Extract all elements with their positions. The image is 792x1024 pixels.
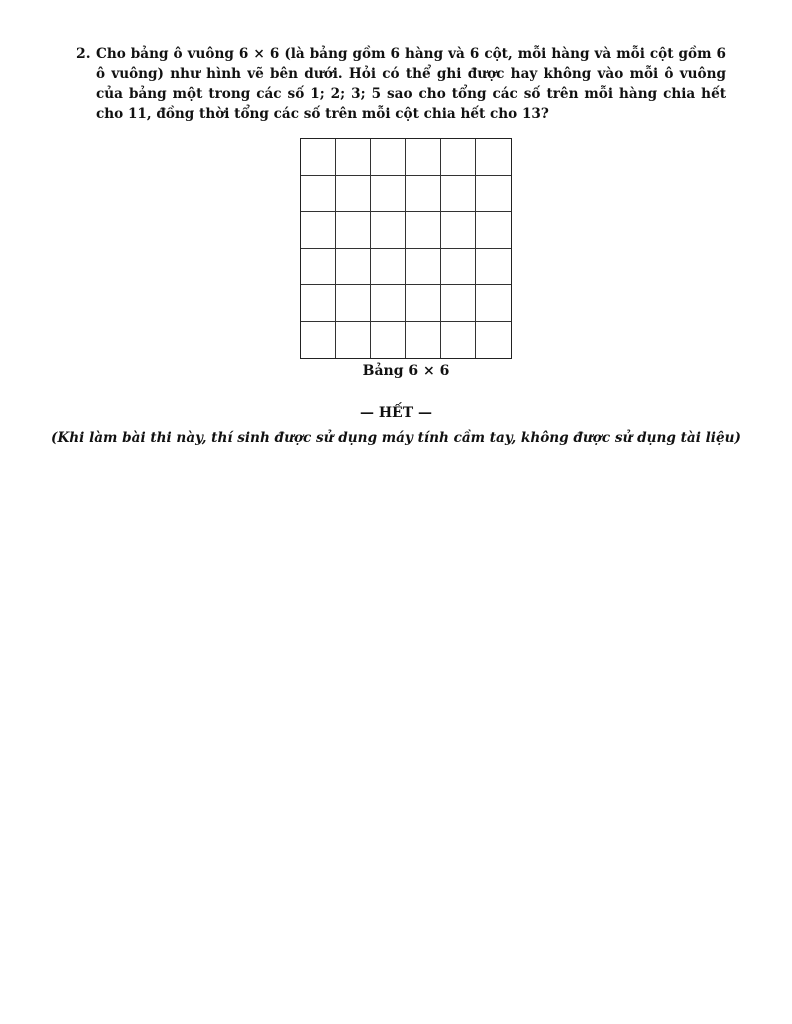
- grid-cell-r3-c4: [406, 212, 441, 249]
- grid-cell-r4-c5: [441, 249, 476, 286]
- grid-cell-r4-c4: [406, 249, 441, 286]
- grid-cell-r5-c2: [336, 285, 371, 322]
- grid-cell-r1-c5: [441, 139, 476, 176]
- empty-grid: [300, 138, 512, 359]
- grid-cell-r4-c1: [301, 249, 336, 286]
- grid-cell-r2-c1: [301, 176, 336, 213]
- grid-cell-r3-c2: [336, 212, 371, 249]
- grid-cell-r1-c2: [336, 139, 371, 176]
- grid-cell-r6-c4: [406, 322, 441, 359]
- problem-statement: Cho bảng ô vuông 6 × 6 (là bảng gồm 6 hàng và 6 cột, mỗi hàng và mỗi cột gồm 6 ô vuông) như hình vẽ bên dưới. Hỏi có thể ghi được hay không vào mỗi ô vuông của bảng một trong các số 1; 2; 3; 5 sao cho tổng các số trên mỗi hàng chia hết cho 11, đồng thời tổng các số trên mỗi cột chia hết cho 13?: [96, 46, 726, 122]
- grid-cell-r6-c1: [301, 322, 336, 359]
- grid-cell-r5-c5: [441, 285, 476, 322]
- grid-cell-r3-c1: [301, 212, 336, 249]
- grid-cell-r2-c2: [336, 176, 371, 213]
- grid-cell-r3-c5: [441, 212, 476, 249]
- grid-cell-r6-c6: [476, 322, 511, 359]
- grid-cell-r4-c2: [336, 249, 371, 286]
- grid-cell-r3-c3: [371, 212, 406, 249]
- grid-cell-r6-c5: [441, 322, 476, 359]
- grid-cell-r6-c3: [371, 322, 406, 359]
- grid-cell-r1-c4: [406, 139, 441, 176]
- figure-caption: Bảng 6 × 6: [362, 363, 450, 379]
- grid-cell-r2-c3: [371, 176, 406, 213]
- grid-cell-r5-c1: [301, 285, 336, 322]
- grid-cell-r4-c6: [476, 249, 511, 286]
- grid-cell-r2-c4: [406, 176, 441, 213]
- grid-cell-r4-c3: [371, 249, 406, 286]
- grid-cell-r6-c2: [336, 322, 371, 359]
- grid-cell-r2-c6: [476, 176, 511, 213]
- grid-cell-r3-c6: [476, 212, 511, 249]
- grid-cell-r1-c1: [301, 139, 336, 176]
- grid-cell-r1-c3: [371, 139, 406, 176]
- grid-cell-r5-c4: [406, 285, 441, 322]
- end-mark: — HẾT —: [359, 405, 433, 421]
- grid-cell-r5-c6: [476, 285, 511, 322]
- grid-cell-r1-c6: [476, 139, 511, 176]
- problem-2: [76, 44, 726, 124]
- exam-note: (Khi làm bài thi này, thí sinh được sử dụng máy tính cầm tay, không được sử dụng tài liệu): [51, 430, 741, 446]
- grid-cell-r2-c5: [441, 176, 476, 213]
- figure-6x6-table: [300, 138, 512, 359]
- grid-cell-r5-c3: [371, 285, 406, 322]
- problem-number: 2.: [76, 46, 91, 62]
